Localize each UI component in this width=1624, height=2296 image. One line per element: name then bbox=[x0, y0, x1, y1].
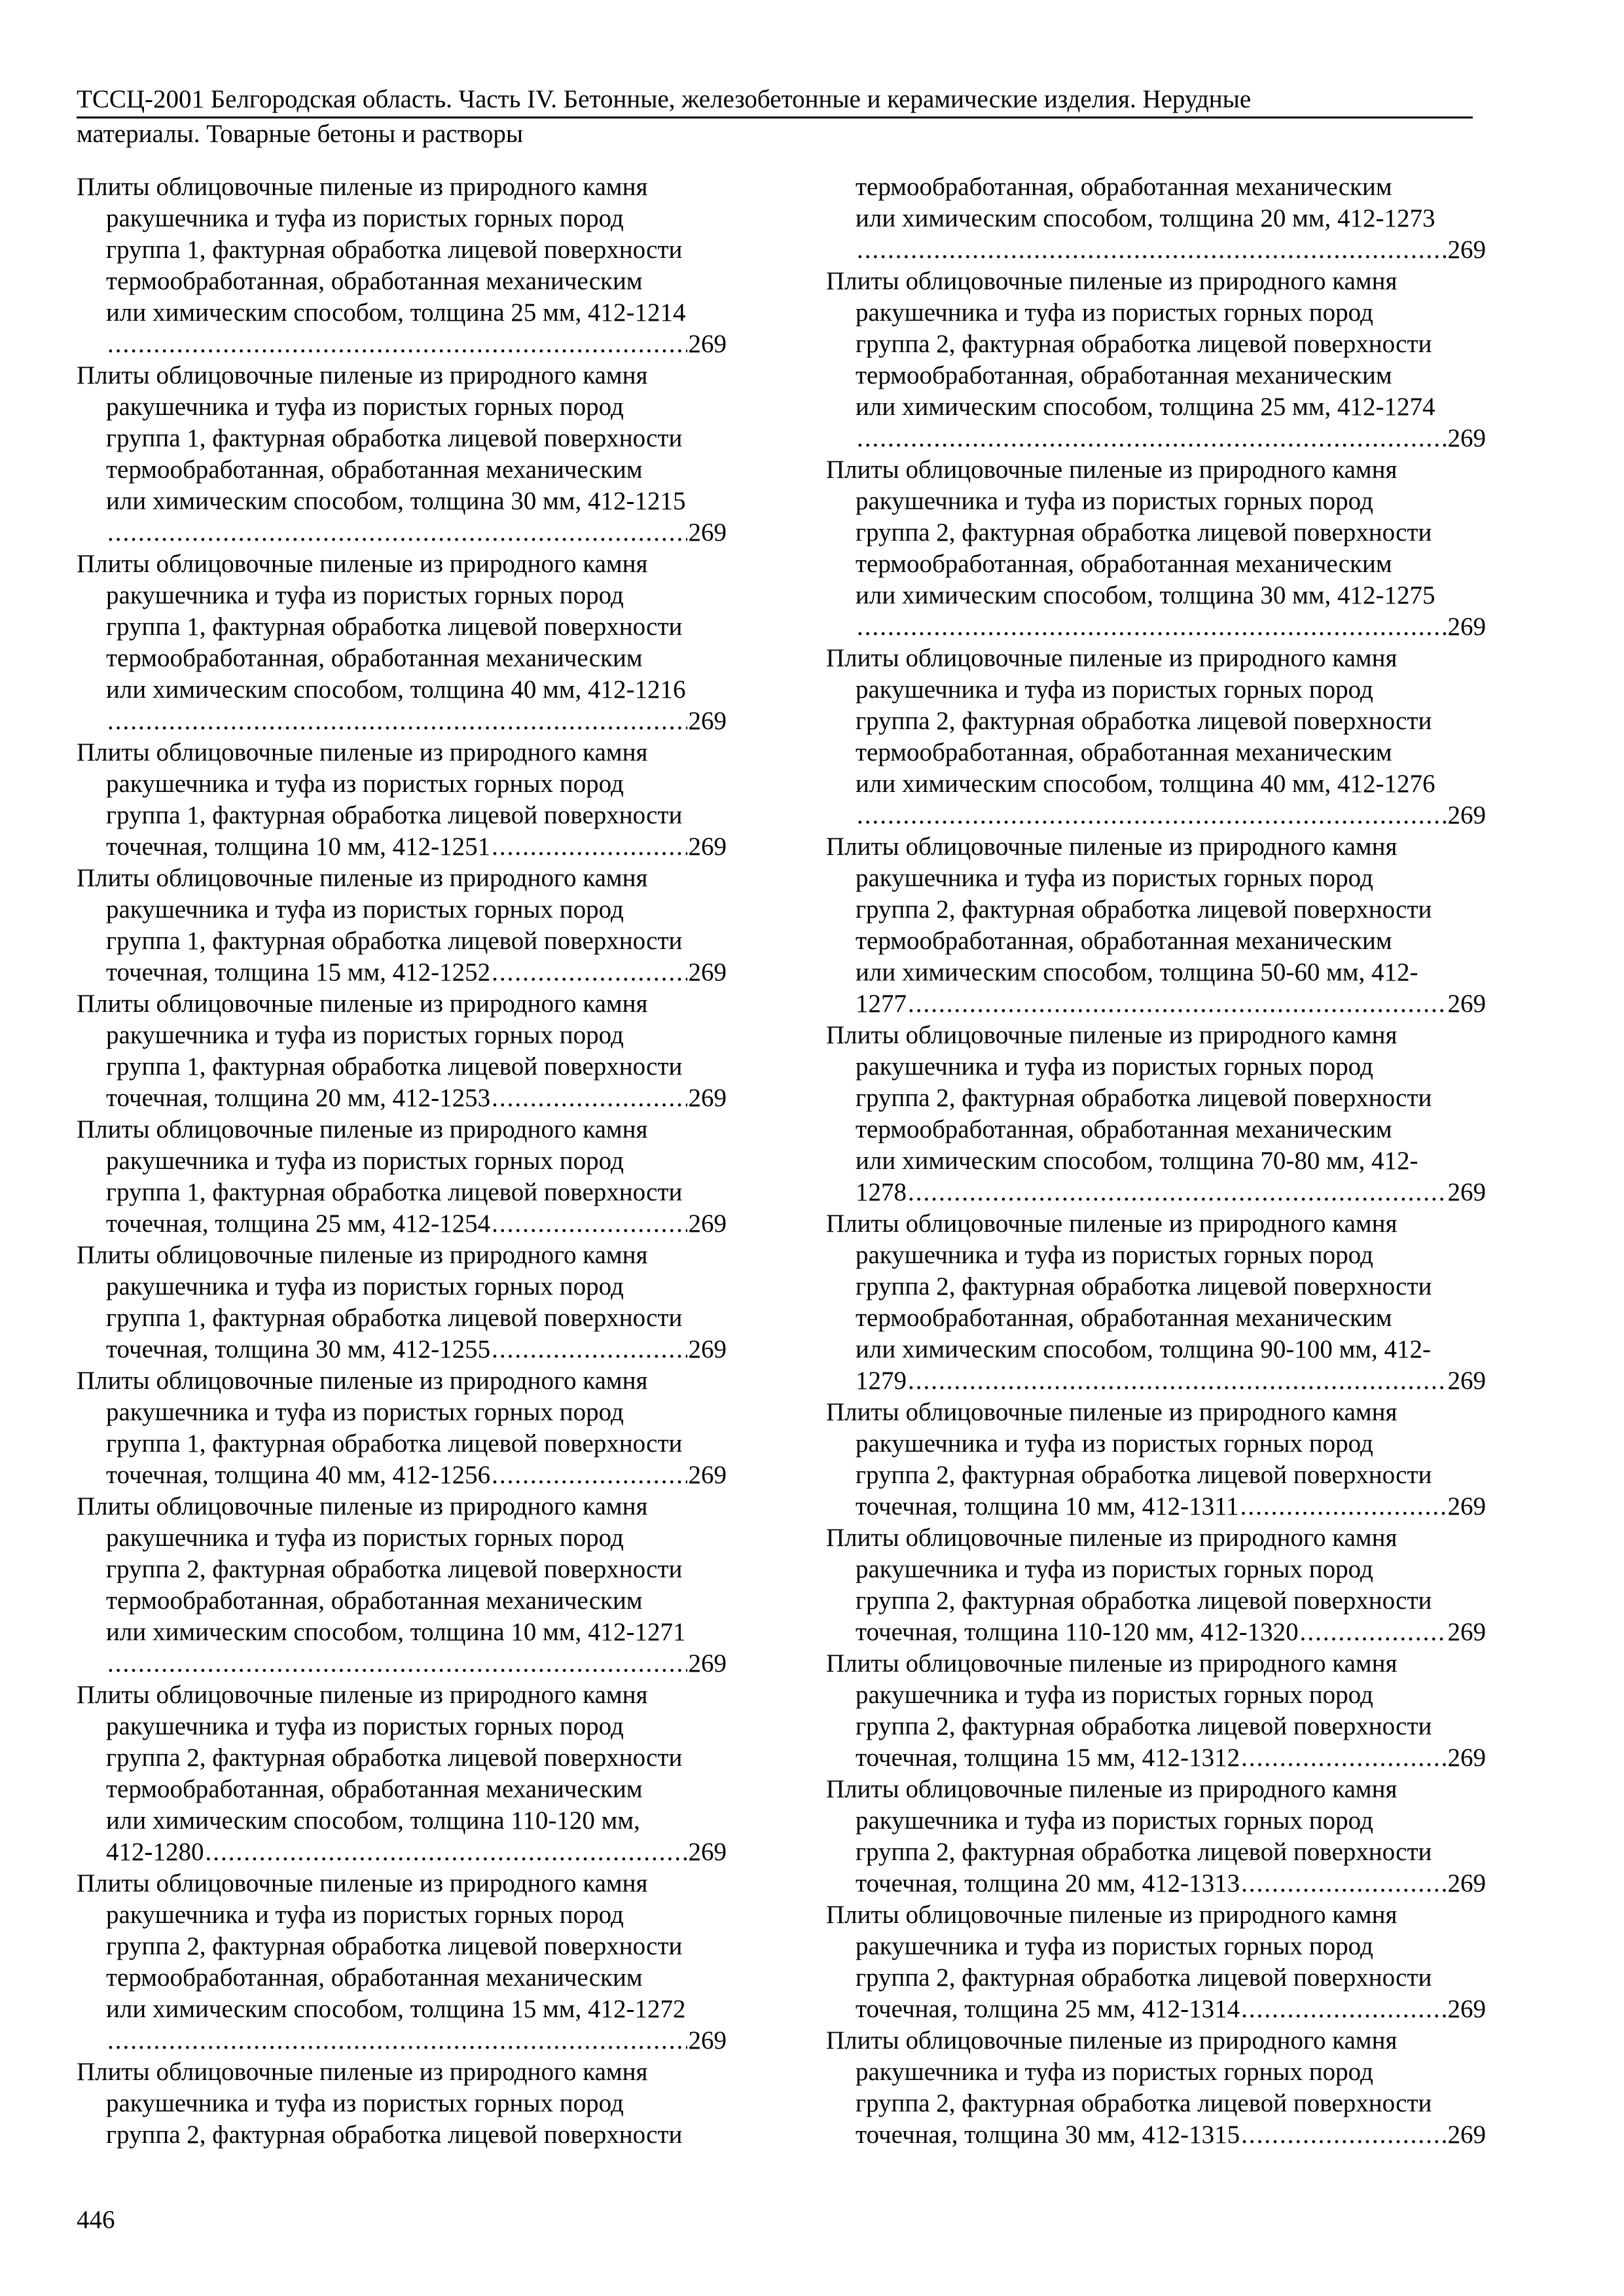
index-entry-page: 269 bbox=[1447, 1367, 1486, 1395]
index-entry-line: ракушечника и туфа из пористых горных пород bbox=[106, 1712, 624, 1740]
index-entry bbox=[826, 1208, 1486, 1397]
index-entry-line: ракушечника и туфа из пористых горных пород bbox=[106, 1272, 624, 1300]
index-entry-line: Плиты облицовочные пиленые из природного камня bbox=[826, 267, 1398, 295]
index-entry-tail: точечная, толщина 30 мм, 412-1255 bbox=[106, 1335, 491, 1363]
index-entry-line: термообработанная, обработанная механическим bbox=[856, 927, 1392, 955]
index-entry-page: 269 bbox=[688, 1838, 727, 1866]
index-entry-line: Плиты облицовочные пиленые из природного камня bbox=[77, 1681, 648, 1709]
index-entry-line: или химическим способом, толщина 40 мм, 412-1216 bbox=[106, 675, 686, 704]
index-entry-page: 269 bbox=[1447, 424, 1486, 452]
dot-leader bbox=[1241, 2119, 1446, 2151]
index-entry-tail: точечная, толщина 40 мм, 412-1256 bbox=[106, 1461, 491, 1489]
index-entry-page: 269 bbox=[688, 518, 727, 547]
index-entry-line: ракушечника и туфа из пористых горных пород bbox=[856, 487, 1373, 515]
index-entry-text bbox=[826, 831, 1486, 988]
index-entry-line: ракушечника и туфа из пористых горных пород bbox=[106, 1021, 624, 1049]
running-header bbox=[77, 84, 1473, 150]
index-entry-text bbox=[77, 1240, 727, 1334]
index-entry-line: Плиты облицовочные пиленые из природного камня bbox=[826, 1649, 1398, 1677]
index-entry-leader bbox=[826, 1491, 1486, 1522]
index-entry-line: Плиты облицовочные пиленые из природного камня bbox=[77, 550, 648, 578]
index-entry-text bbox=[77, 171, 727, 329]
index-entry-line: или химическим способом, толщина 20 мм, 412-1273 bbox=[856, 204, 1435, 232]
index-entry-page: 269 bbox=[688, 1210, 727, 1238]
index-entry-page: 269 bbox=[688, 330, 727, 358]
index-entry-line: ракушечника и туфа из пористых горных пород bbox=[106, 770, 624, 798]
index-entry-leader bbox=[826, 1365, 1486, 1397]
index-entry-tail: точечная, толщина 20 мм, 412-1253 bbox=[106, 1084, 491, 1112]
index-entry-text bbox=[826, 1208, 1486, 1365]
index-entry-line: группа 2, фактурная обработка лицевой поверхности bbox=[856, 330, 1432, 358]
index-entry bbox=[77, 863, 727, 988]
index-entry-line: ракушечника и туфа из пористых горных пород bbox=[106, 2089, 624, 2117]
index-entry-text bbox=[77, 1868, 727, 2025]
dot-leader bbox=[857, 611, 1447, 643]
index-entry-line: Плиты облицовочные пиленые из природного камня bbox=[77, 2058, 648, 2086]
index-entry-line: термообработанная, обработанная механическим bbox=[106, 1775, 643, 1803]
index-entry-leader bbox=[77, 1083, 727, 1114]
index-entry-line: термообработанная, обработанная механическим bbox=[856, 1304, 1392, 1332]
index-entry-line: группа 1, фактурная обработка лицевой поверхности bbox=[106, 424, 683, 452]
index-entry-line: Плиты облицовочные пиленые из природного камня bbox=[77, 1869, 648, 1897]
index-entry bbox=[77, 1679, 727, 1868]
index-entry-line: Плиты облицовочные пиленые из природного камня bbox=[826, 2026, 1398, 2054]
index-entry-text bbox=[826, 1774, 1486, 1868]
index-entry-line: группа 2, фактурная обработка лицевой поверхности bbox=[856, 707, 1432, 735]
index-entry-text bbox=[77, 1679, 727, 1837]
index-entry-page: 269 bbox=[688, 1649, 727, 1677]
index-entry-line: термообработанная, обработанная механическим bbox=[856, 361, 1392, 389]
index-entry-line: группа 2, фактурная обработка лицевой поверхности bbox=[856, 1587, 1432, 1615]
page-number: 446 bbox=[77, 2206, 115, 2234]
index-entry bbox=[826, 266, 1486, 454]
index-entry bbox=[826, 1020, 1486, 1208]
dot-leader bbox=[908, 988, 1447, 1020]
index-entry-leader bbox=[77, 831, 727, 863]
index-entry bbox=[77, 1868, 727, 2056]
dot-leader bbox=[107, 706, 687, 737]
index-entry bbox=[826, 171, 1486, 266]
index-entry-line: группа 2, фактурная обработка лицевой поверхности bbox=[856, 1272, 1432, 1300]
dot-leader bbox=[492, 1083, 687, 1114]
index-entry-page: 269 bbox=[688, 1335, 727, 1363]
index-entry-line: группа 2, фактурная обработка лицевой поверхности bbox=[856, 1084, 1432, 1112]
index-entry-line: Плиты облицовочные пиленые из природного камня bbox=[77, 1115, 648, 1143]
index-entry-page: 269 bbox=[688, 833, 727, 861]
index-entry bbox=[77, 171, 727, 360]
index-entry-text bbox=[826, 266, 1486, 423]
index-entry-line: Плиты облицовочные пиленые из природного камня bbox=[77, 738, 648, 766]
index-entry-line: группа 2, фактурная обработка лицевой поверхности bbox=[106, 2121, 683, 2149]
index-entry-leader bbox=[826, 423, 1486, 454]
index-entry bbox=[77, 737, 727, 863]
index-entry-line: ракушечника и туфа из пористых горных пород bbox=[856, 864, 1373, 892]
index-entry-tail: 1277 bbox=[856, 990, 907, 1018]
index-entry-line: Плиты облицовочные пиленые из природного камня bbox=[77, 990, 648, 1018]
index-entry-leader bbox=[826, 1177, 1486, 1208]
index-entry-line: или химическим способом, толщина 40 мм, 412-1276 bbox=[856, 770, 1435, 798]
index-entry-text bbox=[77, 2056, 727, 2151]
index-entry-page: 269 bbox=[1447, 801, 1486, 829]
header-title-line1: ТССЦ-2001 Белгородская область. Часть IV. Бетонные, железобетонные и керамические изделия. Нерудные bbox=[77, 84, 1473, 118]
index-entry-text bbox=[77, 1365, 727, 1460]
index-entry-page: 269 bbox=[1447, 1869, 1486, 1897]
index-entry-line: ракушечника и туфа из пористых горных пород bbox=[856, 298, 1373, 327]
index-entry bbox=[826, 1648, 1486, 1774]
index-entry-leader bbox=[77, 706, 727, 737]
index-entry-line: Плиты облицовочные пиленые из природного камня bbox=[826, 1398, 1398, 1426]
index-entry-page: 269 bbox=[688, 2026, 727, 2054]
index-entry bbox=[826, 1899, 1486, 2025]
index-entry-line: термообработанная, обработанная механическим bbox=[106, 267, 643, 295]
index-entry bbox=[826, 1397, 1486, 1522]
index-entry-tail: точечная, толщина 25 мм, 412-1254 bbox=[106, 1210, 491, 1238]
index-entry-line: группа 1, фактурная обработка лицевой поверхности bbox=[106, 1052, 683, 1081]
index-entry-leader bbox=[77, 329, 727, 360]
index-entry-text bbox=[77, 360, 727, 517]
index-entry-line: группа 2, фактурная обработка лицевой поверхности bbox=[856, 1461, 1432, 1489]
index-entry-leader bbox=[77, 957, 727, 988]
index-entry-page: 269 bbox=[1447, 1995, 1486, 2023]
index-entry-leader bbox=[77, 1208, 727, 1240]
index-entry-line: ракушечника и туфа из пористых горных пород bbox=[106, 1147, 624, 1175]
index-entry-line: группа 1, фактурная обработка лицевой поверхности bbox=[106, 1429, 683, 1458]
index-entry-leader bbox=[826, 988, 1486, 1020]
dot-leader bbox=[1241, 1994, 1446, 2025]
index-entry-tail: точечная, толщина 25 мм, 412-1314 bbox=[856, 1995, 1240, 2023]
index-entry-leader bbox=[826, 1994, 1486, 2025]
index-entry-text bbox=[826, 1020, 1486, 1177]
index-entry-line: Плиты облицовочные пиленые из природного камня bbox=[826, 833, 1398, 861]
index-entry-line: ракушечника и туфа из пористых горных пород bbox=[856, 1681, 1373, 1709]
index-entry-line: группа 2, фактурная обработка лицевой поверхности bbox=[106, 1932, 683, 1960]
index-entry-tail: точечная, толщина 20 мм, 412-1313 bbox=[856, 1869, 1240, 1897]
dot-leader bbox=[857, 234, 1447, 266]
index-entry-tail: точечная, толщина 10 мм, 412-1311 bbox=[856, 1492, 1239, 1520]
index-entry-line: или химическим способом, толщина 25 мм, 412-1274 bbox=[856, 393, 1435, 421]
index-entry-page: 269 bbox=[688, 958, 727, 986]
index-entry-line: группа 1, фактурная обработка лицевой поверхности bbox=[106, 236, 683, 264]
index-entry-line: Плиты облицовочные пиленые из природного камня bbox=[77, 1367, 648, 1395]
index-entry-line: ракушечника и туфа из пористых горных пород bbox=[106, 1524, 624, 1552]
index-entry-leader bbox=[77, 1648, 727, 1679]
index-entry-leader bbox=[826, 1617, 1486, 1648]
index-entry-text bbox=[77, 548, 727, 706]
index-entry-page: 269 bbox=[1447, 2121, 1486, 2149]
index-entry-page: 269 bbox=[1447, 1178, 1486, 1206]
dot-leader bbox=[1241, 1742, 1446, 1774]
index-entry-tail: 1279 bbox=[856, 1367, 907, 1395]
index-entry-page: 269 bbox=[1447, 1744, 1486, 1772]
index-entry-leader bbox=[826, 1868, 1486, 1899]
index-entry-line: ракушечника и туфа из пористых горных пород bbox=[856, 2058, 1373, 2086]
index-entry-leader bbox=[77, 1334, 727, 1365]
index-entry-line: Плиты облицовочные пиленые из природного камня bbox=[826, 1524, 1398, 1552]
index-entry-page: 269 bbox=[688, 1084, 727, 1112]
index-entry-leader bbox=[77, 2025, 727, 2056]
index-entry-line: Плиты облицовочные пиленые из природного камня bbox=[826, 456, 1398, 484]
index-entry-page: 269 bbox=[1447, 613, 1486, 641]
index-entry-line: группа 2, фактурная обработка лицевой поверхности bbox=[856, 2089, 1432, 2117]
dot-leader bbox=[857, 800, 1447, 831]
index-entry-text bbox=[826, 454, 1486, 611]
index-entry-text bbox=[826, 1899, 1486, 1994]
index-entry-line: термообработанная, обработанная механическим bbox=[106, 1587, 643, 1615]
index-entry-page: 269 bbox=[1447, 1492, 1486, 1520]
index-entry-line: термообработанная, обработанная механическим bbox=[106, 644, 643, 672]
index-entry-line: Плиты облицовочные пиленые из природного камня bbox=[77, 361, 648, 389]
index-entry-leader bbox=[826, 2119, 1486, 2151]
index-entry-page: 269 bbox=[1447, 1618, 1486, 1646]
index-entry-line: ракушечника и туфа из пористых горных пород bbox=[106, 1901, 624, 1929]
dot-leader bbox=[492, 831, 687, 863]
index-entry-line: или химическим способом, толщина 25 мм, 412-1214 bbox=[106, 298, 686, 327]
index-entry-page: 269 bbox=[688, 707, 727, 735]
index-entry-line: ракушечника и туфа из пористых горных пород bbox=[856, 1806, 1373, 1835]
index-column-right bbox=[826, 171, 1486, 2151]
dot-leader bbox=[908, 1177, 1447, 1208]
index-entry-line: ракушечника и туфа из пористых горных пород bbox=[106, 393, 624, 421]
index-entry-line: группа 2, фактурная обработка лицевой поверхности bbox=[106, 1555, 683, 1583]
index-entry-line: термообработанная, обработанная механическим bbox=[106, 1964, 643, 1992]
index-entry-line: термообработанная, обработанная механическим bbox=[856, 173, 1392, 201]
index-entry-line: или химическим способом, толщина 10 мм, 412-1271 bbox=[106, 1618, 686, 1646]
dot-leader bbox=[206, 1837, 687, 1868]
index-entry-leader bbox=[77, 1460, 727, 1491]
index-entry bbox=[77, 1240, 727, 1365]
index-entry-line: Плиты облицовочные пиленые из природного камня bbox=[826, 1021, 1398, 1049]
index-entry-line: термообработанная, обработанная механическим bbox=[856, 1115, 1392, 1143]
index-entry-line: ракушечника и туфа из пористых горных пород bbox=[856, 675, 1373, 704]
index-entry-line: группа 1, фактурная обработка лицевой поверхности bbox=[106, 613, 683, 641]
index-entry bbox=[826, 454, 1486, 643]
index-entry-tail: 412-1280 bbox=[106, 1838, 204, 1866]
index-entry bbox=[77, 988, 727, 1114]
index-entry-tail: точечная, толщина 10 мм, 412-1251 bbox=[106, 833, 491, 861]
index-entry-leader bbox=[826, 611, 1486, 643]
index-entry-line: ракушечника и туфа из пористых горных пород bbox=[106, 581, 624, 609]
index-entry bbox=[77, 2056, 727, 2151]
index-entry-line: группа 2, фактурная обработка лицевой поверхности bbox=[856, 1964, 1432, 1992]
index-entry-line: или химическим способом, толщина 70-80 мм, 412- bbox=[856, 1147, 1418, 1175]
index-entry-line: группа 1, фактурная обработка лицевой поверхности bbox=[106, 927, 683, 955]
index-entry-line: ракушечника и туфа из пористых горных пород bbox=[856, 1932, 1373, 1960]
index-entry-leader bbox=[826, 800, 1486, 831]
index-entry bbox=[77, 1114, 727, 1240]
dot-leader bbox=[1300, 1617, 1447, 1648]
index-entry-page: 269 bbox=[1447, 990, 1486, 1018]
index-entry-line: группа 1, фактурная обработка лицевой поверхности bbox=[106, 801, 683, 829]
index-entry-text bbox=[77, 737, 727, 831]
index-entry-line: Плиты облицовочные пиленые из природного камня bbox=[77, 1241, 648, 1269]
index-entry-line: группа 1, фактурная обработка лицевой поверхности bbox=[106, 1178, 683, 1206]
dot-leader bbox=[1241, 1868, 1446, 1899]
index-entry-line: ракушечника и туфа из пористых горных пород bbox=[106, 895, 624, 924]
index-entry-line: группа 2, фактурная обработка лицевой поверхности bbox=[856, 518, 1432, 547]
index-entry bbox=[826, 1522, 1486, 1648]
dot-leader bbox=[107, 517, 687, 548]
header-title-line2: материалы. Товарные бетоны и растворы bbox=[77, 120, 524, 148]
index-entry-line: термообработанная, обработанная механическим bbox=[856, 550, 1392, 578]
index-entry-text bbox=[826, 643, 1486, 800]
dot-leader bbox=[492, 957, 687, 988]
index-entry-line: или химическим способом, толщина 50-60 мм, 412- bbox=[856, 958, 1418, 986]
index-entry-text bbox=[826, 1648, 1486, 1742]
index-entry bbox=[77, 1491, 727, 1679]
index-entry-text bbox=[77, 1114, 727, 1208]
dot-leader bbox=[107, 1648, 687, 1679]
index-entry-line: или химическим способом, толщина 110-120 мм, bbox=[106, 1806, 640, 1835]
index-entry bbox=[826, 2025, 1486, 2151]
index-entry-leader bbox=[77, 1837, 727, 1868]
index-entry-line: или химическим способом, толщина 30 мм, 412-1275 bbox=[856, 581, 1435, 609]
index-entry-text bbox=[826, 2025, 1486, 2119]
index-entry-tail: точечная, толщина 15 мм, 412-1312 bbox=[856, 1744, 1240, 1772]
dot-leader bbox=[857, 423, 1447, 454]
index-entry-text bbox=[826, 1522, 1486, 1617]
index-entry-tail: 1278 bbox=[856, 1178, 907, 1206]
index-entry-leader bbox=[826, 234, 1486, 266]
index-entry-line: или химическим способом, толщина 30 мм, 412-1215 bbox=[106, 487, 686, 515]
index-entry-line: группа 2, фактурная обработка лицевой поверхности bbox=[856, 1838, 1432, 1866]
index-entry-line: ракушечника и туфа из пористых горных пород bbox=[856, 1241, 1373, 1269]
index-entry bbox=[77, 548, 727, 737]
index-entry-tail: точечная, толщина 15 мм, 412-1252 bbox=[106, 958, 491, 986]
index-entry-text bbox=[77, 1491, 727, 1648]
index-entry-leader bbox=[826, 1742, 1486, 1774]
index-entry-line: ракушечника и туфа из пористых горных пород bbox=[856, 1555, 1373, 1583]
index-entry bbox=[826, 1774, 1486, 1899]
index-entry-line: группа 1, фактурная обработка лицевой поверхности bbox=[106, 1304, 683, 1332]
index-entry-line: Плиты облицовочные пиленые из природного камня bbox=[77, 1492, 648, 1520]
index-entry-line: Плиты облицовочные пиленые из природного камня bbox=[826, 644, 1398, 672]
index-entry-line: ракушечника и туфа из пористых горных пород bbox=[856, 1429, 1373, 1458]
dot-leader bbox=[492, 1460, 687, 1491]
index-entry-line: или химическим способом, толщина 15 мм, 412-1272 bbox=[106, 1995, 686, 2023]
index-entry-text bbox=[826, 171, 1486, 234]
index-entry-page: 269 bbox=[688, 1461, 727, 1489]
dot-leader bbox=[492, 1334, 687, 1365]
dot-leader bbox=[1240, 1491, 1447, 1522]
index-entry-line: группа 2, фактурная обработка лицевой поверхности bbox=[106, 1744, 683, 1772]
index-entry bbox=[826, 831, 1486, 1020]
index-column-left bbox=[77, 171, 727, 2151]
index-entry-line: Плиты облицовочные пиленые из природного камня bbox=[77, 173, 648, 201]
index-entry-line: ракушечника и туфа из пористых горных пород bbox=[106, 1398, 624, 1426]
dot-leader bbox=[107, 329, 687, 360]
dot-leader bbox=[492, 1208, 687, 1240]
index-entry bbox=[826, 643, 1486, 831]
index-entry-text bbox=[77, 863, 727, 957]
index-entry bbox=[77, 360, 727, 548]
index-entry-tail: точечная, толщина 30 мм, 412-1315 bbox=[856, 2121, 1240, 2149]
index-entry-text bbox=[826, 1397, 1486, 1491]
index-entry-page: 269 bbox=[1447, 236, 1486, 264]
index-entry-line: ракушечника и туфа из пористых горных пород bbox=[106, 204, 624, 232]
index-entry-line: ракушечника и туфа из пористых горных пород bbox=[856, 1052, 1373, 1081]
index-entry-line: группа 2, фактурная обработка лицевой поверхности bbox=[856, 1712, 1432, 1740]
index-entry-tail: точечная, толщина 110-120 мм, 412-1320 bbox=[856, 1618, 1299, 1646]
index-entry-line: группа 2, фактурная обработка лицевой поверхности bbox=[856, 895, 1432, 924]
index-entry-leader bbox=[77, 517, 727, 548]
index-entry-line: Плиты облицовочные пиленые из природного камня bbox=[826, 1210, 1398, 1238]
index-entry-line: или химическим способом, толщина 90-100 мм, 412- bbox=[856, 1335, 1431, 1363]
index-entry-line: термообработанная, обработанная механическим bbox=[856, 738, 1392, 766]
index-entry-line: Плиты облицовочные пиленые из природного камня bbox=[77, 864, 648, 892]
dot-leader bbox=[908, 1365, 1447, 1397]
index-entry-line: Плиты облицовочные пиленые из природного камня bbox=[826, 1775, 1398, 1803]
index-entry bbox=[77, 1365, 727, 1491]
index-entry-line: термообработанная, обработанная механическим bbox=[106, 456, 643, 484]
index-entry-line: Плиты облицовочные пиленые из природного камня bbox=[826, 1901, 1398, 1929]
dot-leader bbox=[107, 2025, 687, 2056]
index-entry-text bbox=[77, 988, 727, 1083]
